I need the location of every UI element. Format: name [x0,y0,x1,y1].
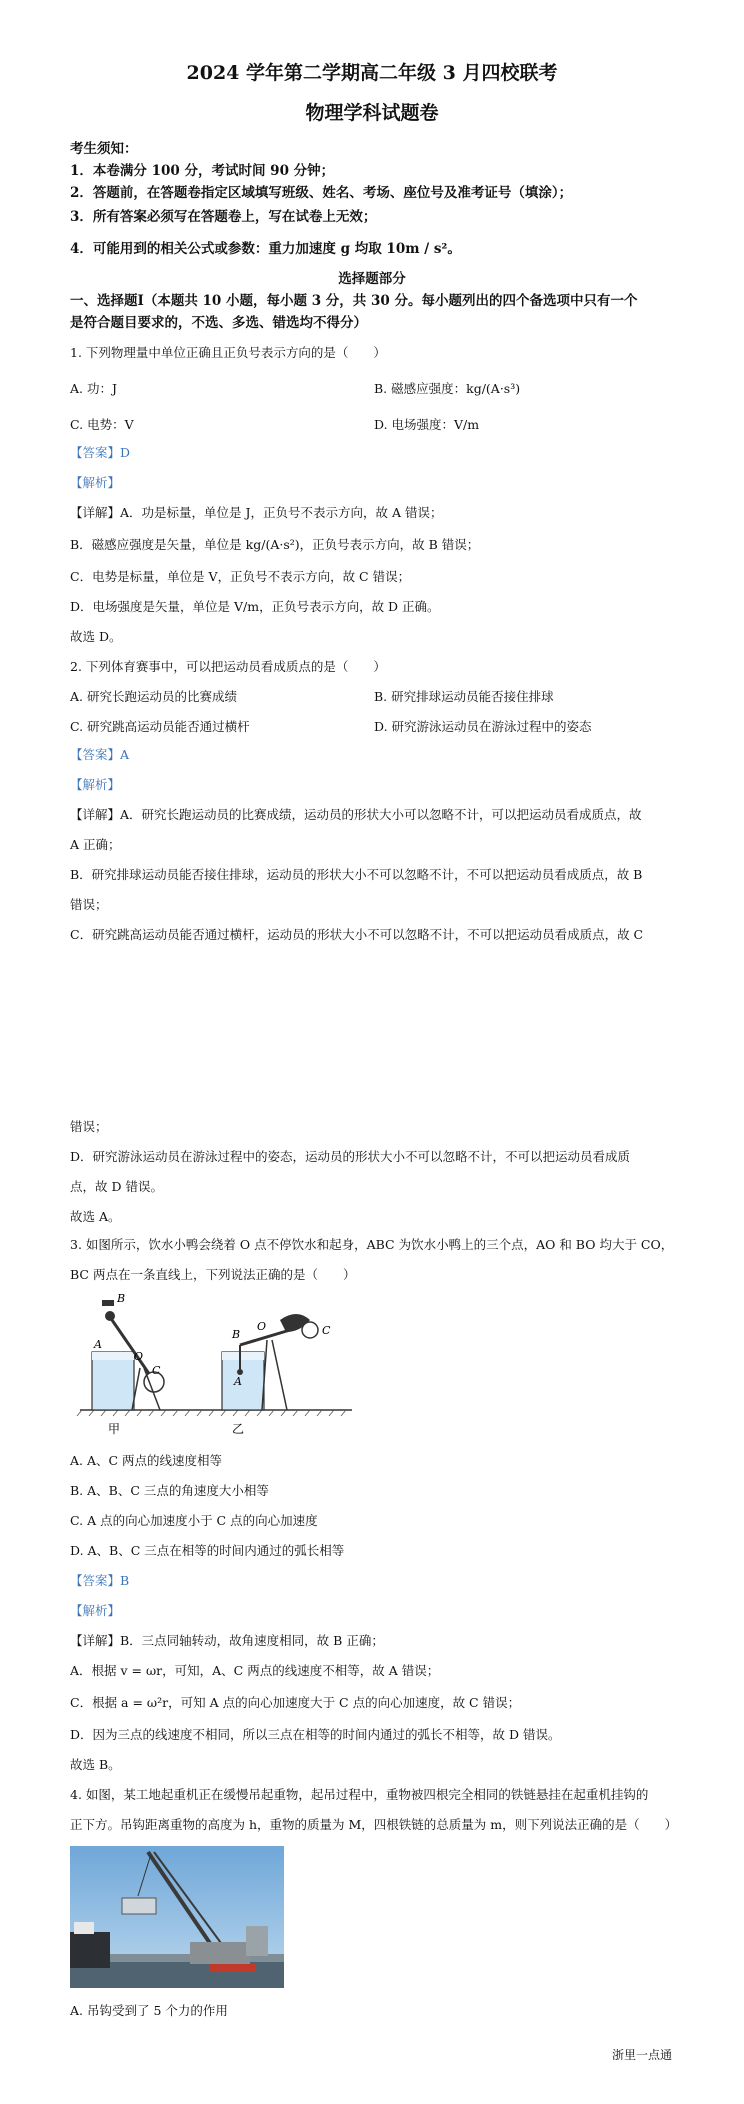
q3-option-b: B. A、B、C 三点的角速度大小相等 [70,1483,269,1498]
q1-detail-1: 【详解】A．功是标量，单位是 J，正负号不表示方向，故 A 错误； [70,505,443,520]
q2-option-d: D. 研究游泳运动员在游泳过程中的姿态 [374,719,592,734]
q1-detail-4: D．电场强度是矢量，单位是 V/m，正负号表示方向，故 D 正确。 [70,599,440,614]
q3-detail-5: 故选 B。 [70,1757,121,1772]
q2-detail-3: B．研究排球运动员能否接住排球，运动员的形状大小不可以忽略不计，不可以把运动员看成质点，故 B [70,867,643,882]
q2-detail-7: D．研究游泳运动员在游泳过程中的姿态，运动员的形状大小不可以忽略不计，不可以把运动员看成质 [70,1149,631,1164]
q3-stem-1: 3. 如图所示，饮水小鸭会绕着 O 点不停饮水和起身，ABC 为饮水小鸭上的三个点，AO 和 BO 均大于 CO， [70,1237,674,1252]
q1-option-d: D. 电场强度：V/m [374,417,480,432]
q3-option-a: A. A、C 两点的线速度相等 [70,1453,223,1468]
q2-detail-2: A 正确； [70,837,121,852]
drinking-duck-figure [72,1290,362,1440]
label-yi: 乙 [232,1422,245,1436]
q1-option-c: C. 电势：V [70,417,134,432]
q1-analysis: 【解析】 [70,475,121,490]
crane-photo [70,1846,284,1988]
q1-option-b: B. 磁感应强度：kg/(A·s³) [374,381,521,396]
q2-detail-5: C．研究跳高运动员能否通过横杆，运动员的形状大小不可以忽略不计，不可以把运动员看成质点，故 C [70,927,644,942]
notice-heading: 考生须知： [70,141,138,157]
q4-option-a: A. 吊钩受到了 5 个力的作用 [70,2003,228,2018]
section-label: 选择题部分 [338,271,406,287]
q2-detail-8: 点，故 D 错误。 [70,1179,163,1194]
notice-item-4: 4．可能用到的相关公式或参数：重力加速度 g 均取 10m / s²。 [70,241,461,257]
label-b-right: B [232,1328,241,1341]
q1-detail-2: B．磁感应强度是矢量，单位是 kg/(A·s²)，正负号表示方向，故 B 错误； [70,537,480,552]
q3-option-d: D. A、B、C 三点在相等的时间内通过的弧长相等 [70,1543,345,1558]
q1-detail-3: C．电势是标量，单位是 V，正负号不表示方向，故 C 错误； [70,569,411,584]
q3-detail-3: C．根据 a = ω²r，可知 A 点的向心加速度大于 C 点的向心加速度，故 C 错误； [70,1695,521,1710]
q2-answer: 【答案】A [70,747,130,762]
label-c-left: C [152,1364,161,1377]
q4-stem-1: 4. 如图，某工地起重机正在缓慢吊起重物，起吊过程中，重物被四根完全相同的铁链悬挂在起重机挂钩的 [70,1787,649,1802]
label-o-right: O [257,1320,267,1333]
exam-title: 2024 学年第二学期高二年级 3 月四校联考 [186,62,558,84]
label-o-left: O [134,1350,144,1363]
q1-detail-5: 故选 D。 [70,629,122,644]
q2-option-c: C. 研究跳高运动员能否通过横杆 [70,719,250,734]
footer-brand: 浙里一点通 [612,2048,673,2062]
label-c-right: C [322,1324,331,1337]
q1-stem: 1. 下列物理量中单位正确且正负号表示方向的是（ ） [70,345,386,360]
q2-stem: 2. 下列体育赛事中，可以把运动员看成质点的是（ ） [70,659,386,674]
q2-detail-4: 错误； [70,897,108,912]
q3-answer: 【答案】B [70,1573,130,1588]
q3-analysis: 【解析】 [70,1603,121,1618]
notice-item-3: 3．所有答案必须写在答题卷上，写在试卷上无效； [70,209,377,225]
label-jia: 甲 [108,1422,121,1436]
label-a-left: A [94,1338,102,1351]
section-heading-1: 一、选择题Ⅰ（本题共 10 小题，每小题 3 分，共 30 分。每小题列出的四个备选项中只有一个 [70,293,638,309]
label-a-right: A [234,1375,242,1388]
q3-detail-2: A．根据 v = ωr，可知，A、C 两点的线速度不相等，故 A 错误； [70,1663,440,1678]
q3-detail-1: 【详解】B．三点同轴转动，故角速度相同，故 B 正确； [70,1633,384,1648]
exam-subtitle: 物理学科试题卷 [305,102,439,124]
q1-answer: 【答案】D [70,445,131,460]
q1-option-a: A. 功：J [70,381,117,396]
q3-stem-2: BC 两点在一条直线上，下列说法正确的是（ ） [70,1267,356,1282]
section-heading-2: 是符合题目要求的，不选、多选、错选均不得分） [70,315,367,331]
label-b-left: B [117,1292,126,1305]
q2-option-a: A. 研究长跑运动员的比赛成绩 [70,689,237,704]
notice-item-1: 1．本卷满分 100 分，考试时间 90 分钟； [70,163,335,179]
q3-option-c: C. A 点的向心加速度小于 C 点的向心加速度 [70,1513,318,1528]
q2-option-b: B. 研究排球运动员能否接住排球 [374,689,554,704]
q2-detail-9: 故选 A。 [70,1209,121,1224]
q2-detail-1: 【详解】A．研究长跑运动员的比赛成绩，运动员的形状大小可以忽略不计，可以把运动员看成质点，故 [70,807,642,822]
q4-stem-2: 正下方。吊钩距离重物的高度为 h，重物的质量为 M，四根铁链的总质量为 m，则下列说法正确的是（ ） [70,1817,678,1832]
q2-analysis: 【解析】 [70,777,121,792]
q2-detail-6: 错误； [70,1119,108,1134]
notice-item-2: 2．答题前，在答题卷指定区域填写班级、姓名、考场、座位号及准考证号（填涂）； [70,185,573,201]
q3-detail-4: D．因为三点的线速度不相同，所以三点在相等的时间内通过的弧长不相等，故 D 错误。 [70,1727,561,1742]
